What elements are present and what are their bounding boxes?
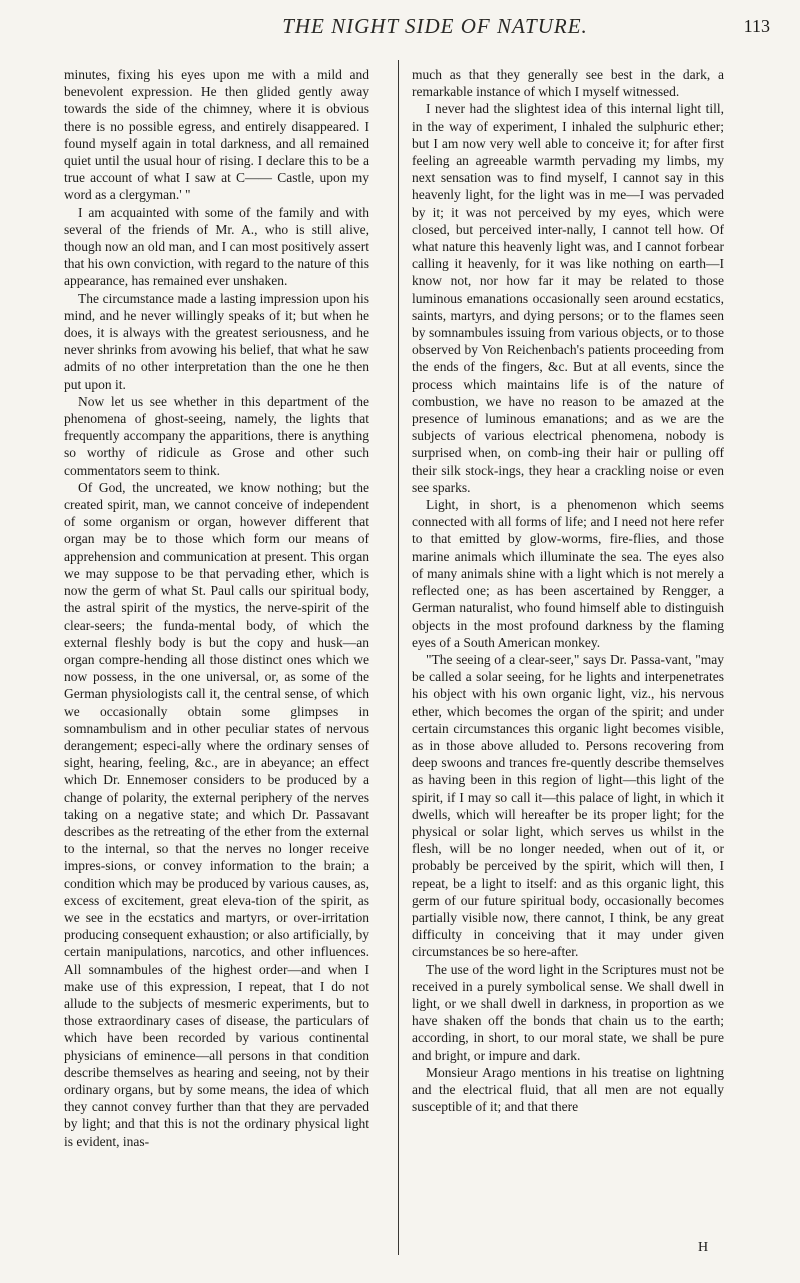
paragraph: Of God, the uncreated, we know nothing; but the created spirit, man, we cannot conceive of independent of some organism or organ, however different that organ may be to those which form our means of apprehension and communication at present. This organ we may suppose to be that pervading ether, which is now the germ of what St. Paul calls our spiritual body, the astral spirit of the mystics, the nerve-spirit of the clear-seers; the funda-mental body, of which the external fleshly body is but the copy and husk—an organ compre-hending all those distinct ones which we now possess, in the one universal, or, as some of the German physiologists call it, the central sense, of which we occasionally obtain some glimpses in somnambulism and in other peculiar states of nervous derangement; especi-ally where the ordinary senses of sight, hearing, feeling, &c., are in abeyance; an effect which Dr. Ennemoser considers to be produced by a change of polarity, the external periphery of the nerves taking on a negative state; and which Dr. Passavant describes as the retreating of the ether from the external to the internal, so that the nerves no longer receive impres-sions, or convey information to the brain; a condition which may be produced by various causes, as, excess of excitement, great eleva-tion of the spirit, as we see in the ecstatics and martyrs, or over-irritation producing consequent exhaustion; or also artificially, by certain manipulations, narcotics, and other influences. All somnambules of the highest order—and when I make use of this expression, I repeat, that I do not allude to the subjects of mesmeric experiments, but to those extraordinary cases of disease, the particulars of which have been recorded by various continental physicians of eminence—all persons in that condition describe themselves as hearing and seeing, not by their ordinary organs, but by some means, the idea of which they cannot convey further than that they are pervaded by light; and that this is not the ordinary physical light is evident, inas- [64,479,369,1149]
paragraph: The use of the word light in the Scriptures must not be received in a purely symbolical sense. We shall dwell in light, or we shall dwell in darkness, in proportion as we have shaken off the bonds that chain us to the earth; according, in short, to our moral state, we shall be pure and bright, or impure and dark. [412,961,724,1063]
running-title: THE NIGHT SIDE OF NATURE. [282,14,588,38]
page-number: 113 [743,16,770,36]
signature-mark: H [698,1240,709,1255]
paragraph: much as that they generally see best in the dark, a remarkable instance of which I myself witnessed. [412,67,724,100]
right-column [412,66,724,1115]
paragraph: Monsieur Arago mentions in his treatise on lightning and the electrical fluid, that all men are not equally susceptible of it; and that there [412,1064,724,1115]
column-divider [398,60,399,1255]
paragraph: I never had the slightest idea of this internal light till, in the way of experiment, I inhaled the sulphuric ether; but I am now very well able to conceive it; for after first feeling an agreeable warmth pervading my limbs, my next sensation was to find myself, I cannot say in this heavenly light, for the light was in me—I was pervaded by it; it was not perceived by my eyes, which were closed, but perceived inter-nally, I cannot tell how. Of what nature this heavenly light was, and I cannot forbear calling it heavenly, for it was like nothing on earth—I know not, nor how far it may be related to those luminous emanations occasionally seen around ecstatics, saints, martyrs, and dying persons; or to the flames seen by somnambules issuing from various objects, or to those observed by Von Reichenbach's patients proceeding from the ends of the fingers, &c. But at all events, since the process which maintains life is of the nature of combustion, we have no reason to be amazed at the presence of luminous emanations; and as we are the subjects of various electrical phenomena, nobody is surprised when, on comb-ing their hair or pulling off their silk stock-ings, they hear a crackling noise or even see sparks. [412,101,724,495]
paragraph: Light, in short, is a phenomenon which seems connected with all forms of life; and I need not here refer to that emitted by glow-worms, fire-flies, and those marine animals which illuminate the sea. The eyes also of many animals shine with a light which is not merely a reflected one; as has been ascertained by Rengger, a German naturalist, who found himself able to distinguish objects in the most profound darkness by the flaming eyes of a South American monkey. [412,497,724,650]
running-header [100,14,770,42]
paragraph: The circumstance made a lasting impression upon his mind, and he never willingly speaks of it; but when he does, it is always with the greatest seriousness, and he never shrinks from avowing his belief, that what he saw admits of no other interpretation than the one he then put upon it. [64,290,369,392]
paragraph: I am acquainted with some of the family and with several of the friends of Mr. A., who is still alive, though now an old man, and I can most positively assert that his own conviction, with regard to the nature of this appearance, has remained ever unshaken. [64,204,369,289]
paragraph: minutes, fixing his eyes upon me with a mild and benevolent expression. He then glided gently away towards the side of the chimney, where it is obvious there is no possible egress, and entirely disappeared. I found myself again in total darkness, and all remained quiet until the usual hour of rising. I declare this to be a true account of what I saw at C—— Castle, upon my word as a clergyman.' " [64,67,369,203]
left-column [64,66,369,1150]
paragraph: "The seeing of a clear-seer," says Dr. Passa-vant, "may be called a solar seeing, for he lights and interpenetrates his object with his own organic light, viz., his nervous ether, which becomes the organ of the spirit; and under certain circumstances this organic light becomes visible, as in those above alluded to. Persons recovering from deep swoons and trances fre-quently describe themselves as having been in this region of light—this light of the spirit, if I may so call it—this palace of light, in which it dwells, which will hereafter be its proper light; for the physical or solar light, which serves us whilst in the flesh, will be no longer needed, when out of it, or probably be perceived by the spirit, which will then, I repeat, be a light to itself: and as this organic light, this germ of our future spiritual body, occasionally becomes partially visible now, there cannot, I think, be any great difficulty in conceiving that it may under given circumstances be so here-after. [412,651,724,960]
paragraph: Now let us see whether in this department of the phenomena of ghost-seeing, namely, the lights that frequently accompany the apparitions, there is anything so worthy of ridicule as Grose and other such commentators seem to think. [64,393,369,478]
